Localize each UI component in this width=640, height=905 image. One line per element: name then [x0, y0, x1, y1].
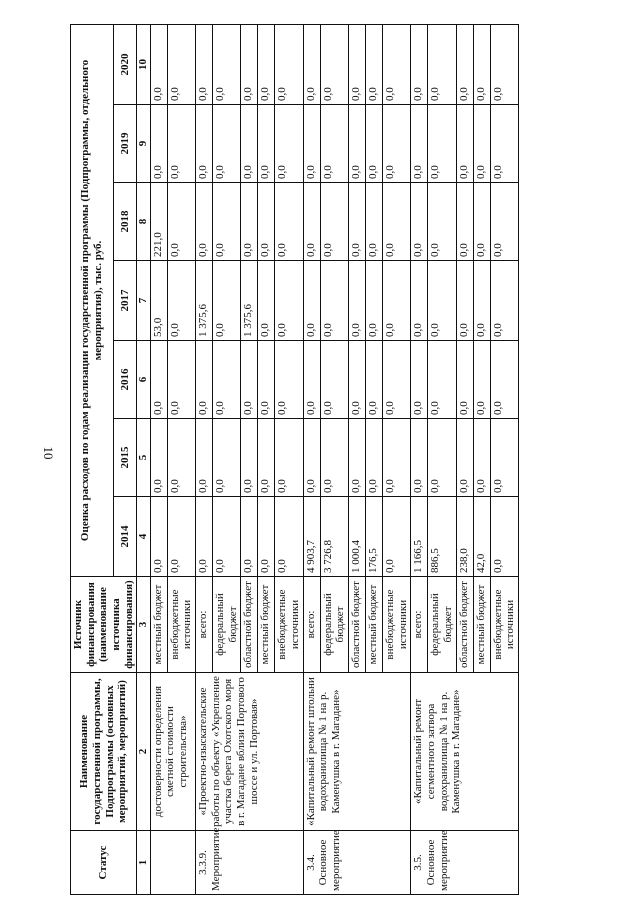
row-source: внебюджетные источники: [382, 577, 410, 673]
row-source: федеральный бюджет: [320, 577, 348, 673]
row-value: 0,0: [428, 105, 456, 183]
row-value: 238,0: [456, 497, 473, 577]
row-value: 0,0: [473, 341, 490, 419]
column-index: 9: [137, 105, 151, 183]
row-value: 0,0: [150, 341, 167, 419]
row-value: 0,0: [365, 341, 382, 419]
row-value: 0,0: [275, 261, 303, 341]
row-value: 0,0: [382, 105, 410, 183]
row-value: 0,0: [473, 419, 490, 497]
row-value: 0,0: [241, 105, 258, 183]
row-value: 1 375,6: [196, 261, 213, 341]
column-index: 2: [137, 673, 151, 831]
row-value: 0,0: [275, 105, 303, 183]
row-value: 0,0: [320, 183, 348, 261]
row-name: «Капитальный ремонт штольни водохранилища № 1 на р. Каменушка в г. Магадане»: [303, 673, 411, 831]
table-row: [150, 24, 167, 894]
row-value: 0,0: [196, 419, 213, 497]
header-year: 2016: [113, 341, 137, 419]
table-row: [411, 24, 428, 894]
row-value: 0,0: [473, 261, 490, 341]
row-value: 0,0: [275, 183, 303, 261]
row-value: 0,0: [258, 24, 275, 104]
row-source: местный бюджет: [473, 577, 490, 673]
row-value: 0,0: [303, 183, 320, 261]
row-value: 0,0: [411, 24, 428, 104]
rotated-table-container: [70, 25, 590, 895]
row-value: 0,0: [320, 105, 348, 183]
row-source: всего:: [303, 577, 320, 673]
table-row: [196, 24, 213, 894]
row-value: 176,5: [365, 497, 382, 577]
row-value: 0,0: [456, 105, 473, 183]
row-name: «Капитальный ремонт сегментного затвора водохранилища № 1 на р. Каменушка в г. Магадане»: [411, 673, 519, 831]
header-status: Статус: [71, 831, 137, 895]
row-value: 0,0: [213, 341, 241, 419]
row-source: всего:: [411, 577, 428, 673]
row-value: 0,0: [303, 261, 320, 341]
header-year: 2020: [113, 24, 137, 104]
row-name: достоверности определения сметной стоимости строительства»: [150, 673, 195, 831]
row-value: 0,0: [258, 497, 275, 577]
row-value: 42,0: [473, 497, 490, 577]
row-value: 0,0: [365, 419, 382, 497]
row-value: 0,0: [320, 419, 348, 497]
row-value: 0,0: [411, 105, 428, 183]
row-value: 0,0: [428, 24, 456, 104]
column-index: 8: [137, 183, 151, 261]
row-value: 0,0: [213, 183, 241, 261]
row-name: «Проектно-изыскательские работы по объекту «Укрепление участка берега Охотского моря в г. Магадане вблизи Портового шоссе и ул. Портовая»: [196, 673, 304, 831]
row-value: 0,0: [456, 183, 473, 261]
row-value: 0,0: [167, 24, 195, 104]
row-value: 0,0: [303, 341, 320, 419]
row-value: 0,0: [382, 341, 410, 419]
row-status: 3.5. Основное мероприятие: [411, 831, 519, 895]
row-value: 0,0: [490, 341, 518, 419]
row-source: областной бюджет: [348, 577, 365, 673]
row-source: местный бюджет: [365, 577, 382, 673]
row-value: 53,0: [150, 261, 167, 341]
row-value: 0,0: [213, 24, 241, 104]
row-source: федеральный бюджет: [213, 577, 241, 673]
row-value: 0,0: [411, 341, 428, 419]
row-value: 4 903,7: [303, 497, 320, 577]
row-source: внебюджетные источники: [275, 577, 303, 673]
row-value: 0,0: [382, 419, 410, 497]
row-value: 0,0: [365, 24, 382, 104]
row-value: 221,0: [150, 183, 167, 261]
row-value: 0,0: [196, 183, 213, 261]
row-value: 0,0: [365, 183, 382, 261]
row-value: 0,0: [241, 497, 258, 577]
row-value: 0,0: [213, 261, 241, 341]
header-year: 2019: [113, 105, 137, 183]
row-value: 0,0: [382, 261, 410, 341]
row-value: 0,0: [473, 183, 490, 261]
row-value: 0,0: [258, 341, 275, 419]
row-value: 0,0: [428, 341, 456, 419]
row-value: 0,0: [303, 105, 320, 183]
row-value: 0,0: [258, 183, 275, 261]
row-value: 0,0: [213, 105, 241, 183]
row-value: 0,0: [167, 183, 195, 261]
row-value: 0,0: [275, 419, 303, 497]
row-value: 0,0: [428, 419, 456, 497]
row-value: 0,0: [275, 497, 303, 577]
row-value: 0,0: [258, 419, 275, 497]
row-value: 0,0: [456, 261, 473, 341]
row-value: 0,0: [196, 497, 213, 577]
row-value: 0,0: [196, 105, 213, 183]
row-value: 0,0: [382, 24, 410, 104]
row-value: 0,0: [275, 341, 303, 419]
row-value: 0,0: [241, 341, 258, 419]
row-value: 0,0: [167, 341, 195, 419]
header-year: 2018: [113, 183, 137, 261]
row-value: 0,0: [167, 105, 195, 183]
header-year: 2017: [113, 261, 137, 341]
row-value: 0,0: [150, 419, 167, 497]
row-value: 0,0: [456, 24, 473, 104]
row-value: 0,0: [320, 24, 348, 104]
row-value: 0,0: [150, 105, 167, 183]
row-source: федеральный бюджет: [428, 577, 456, 673]
row-value: 0,0: [348, 261, 365, 341]
row-source: областной бюджет: [456, 577, 473, 673]
column-index: 1: [137, 831, 151, 895]
row-value: 3 726,8: [320, 497, 348, 577]
row-value: 0,0: [411, 183, 428, 261]
row-value: 0,0: [382, 183, 410, 261]
row-value: 0,0: [365, 261, 382, 341]
row-value: 0,0: [258, 105, 275, 183]
column-index: 6: [137, 341, 151, 419]
row-value: 0,0: [167, 419, 195, 497]
row-value: 0,0: [490, 419, 518, 497]
header-source: Источник финансирования (наименование источника финансирования): [71, 577, 137, 673]
row-value: 0,0: [320, 341, 348, 419]
row-value: 0,0: [196, 24, 213, 104]
row-value: 886,5: [428, 497, 456, 577]
row-value: 0,0: [150, 24, 167, 104]
budget-table: [70, 24, 519, 895]
row-value: 0,0: [411, 419, 428, 497]
row-status: [150, 831, 195, 895]
row-value: 0,0: [365, 105, 382, 183]
column-index: 7: [137, 261, 151, 341]
row-source: местный бюджет: [150, 577, 167, 673]
row-value: 0,0: [258, 261, 275, 341]
row-value: 0,0: [275, 24, 303, 104]
row-value: 0,0: [320, 261, 348, 341]
column-index: 3: [137, 577, 151, 673]
row-value: 1 000,4: [348, 497, 365, 577]
table-body: [150, 24, 518, 894]
row-source: внебюджетные источники: [167, 577, 195, 673]
column-index: 10: [137, 24, 151, 104]
row-source: всего:: [196, 577, 213, 673]
row-source: областной бюджет: [241, 577, 258, 673]
row-value: 0,0: [348, 183, 365, 261]
row-source: местный бюджет: [258, 577, 275, 673]
row-value: 0,0: [490, 24, 518, 104]
row-status: 3.3.9. Мероприятие: [196, 831, 304, 895]
row-value: 0,0: [348, 341, 365, 419]
row-value: 0,0: [490, 497, 518, 577]
row-value: 0,0: [473, 105, 490, 183]
row-value: 0,0: [382, 497, 410, 577]
column-index: 4: [137, 497, 151, 577]
row-value: 0,0: [348, 419, 365, 497]
row-value: 1 375,6: [241, 261, 258, 341]
table-row: [303, 24, 320, 894]
row-value: 0,0: [348, 24, 365, 104]
row-value: 0,0: [241, 24, 258, 104]
row-value: 0,0: [428, 183, 456, 261]
row-value: 0,0: [490, 105, 518, 183]
row-value: 0,0: [213, 419, 241, 497]
row-value: 0,0: [303, 24, 320, 104]
row-value: 0,0: [303, 419, 320, 497]
row-value: 0,0: [490, 261, 518, 341]
row-value: 0,0: [456, 419, 473, 497]
row-value: 0,0: [490, 183, 518, 261]
column-index: 5: [137, 419, 151, 497]
row-value: 0,0: [428, 261, 456, 341]
page-number: 10: [41, 446, 56, 460]
header-name: Наименование государственной программы, Подпрограммы (основных мероприятий, мероприятий): [71, 673, 137, 831]
row-value: 0,0: [456, 341, 473, 419]
row-value: 0,0: [196, 341, 213, 419]
row-value: 0,0: [167, 497, 195, 577]
row-value: 0,0: [241, 419, 258, 497]
row-value: 0,0: [411, 261, 428, 341]
row-value: 0,0: [213, 497, 241, 577]
row-value: 0,0: [167, 261, 195, 341]
row-value: 0,0: [473, 24, 490, 104]
header-estimate: Оценка расходов по годам реализации государственной программы (Подпрограммы, отдельного мероприятия), тыс. руб.: [71, 24, 114, 576]
row-status: 3.4. Основное мероприятие: [303, 831, 411, 895]
row-source: внебюджетные источники: [490, 577, 518, 673]
row-value: 1 166,5: [411, 497, 428, 577]
row-value: 0,0: [150, 497, 167, 577]
header-year: 2015: [113, 419, 137, 497]
row-value: 0,0: [348, 105, 365, 183]
row-value: 0,0: [241, 183, 258, 261]
header-year: 2014: [113, 497, 137, 577]
